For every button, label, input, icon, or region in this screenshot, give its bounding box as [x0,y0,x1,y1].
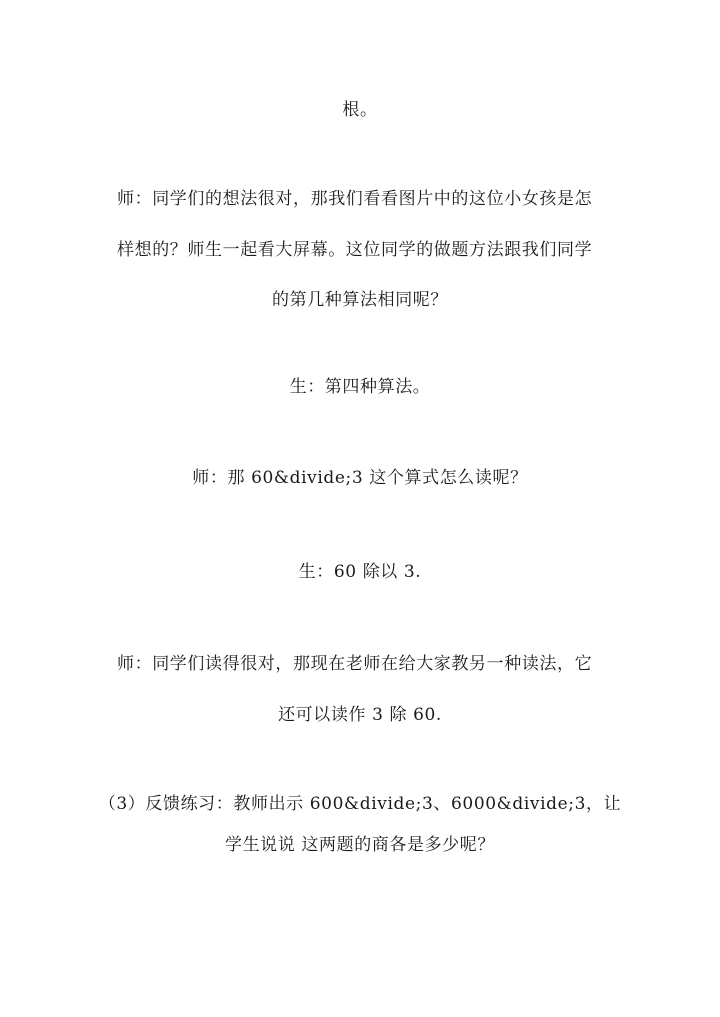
text-line: 根。 [342,100,378,120]
text-line: 还可以读作 3 除 60. [278,705,442,725]
text-line: 生：第四种算法。 [289,377,431,397]
text-line: （3）反馈练习：教师出示 600&divide;3、6000&divide;3，让 [98,794,622,814]
text-line: 师：同学们的想法很对，那我们看看图片中的这位小女孩是怎 [117,189,593,209]
text-line: 学生说说 这两题的商各是多少呢？ [224,835,495,855]
text-line: 生：60 除以 3. [298,562,422,582]
text-line: 的第几种算法相同呢？ [272,290,448,310]
text-line: 师：那 60&divide;3 这个算式怎么读呢？ [192,468,528,488]
text-line: 样想的？师生一起看大屏幕。这位同学的做题方法跟我们同学 [117,240,593,260]
text-line: 师：同学们读得很对，那现在老师在给大家教另一种读法，它 [117,654,593,674]
